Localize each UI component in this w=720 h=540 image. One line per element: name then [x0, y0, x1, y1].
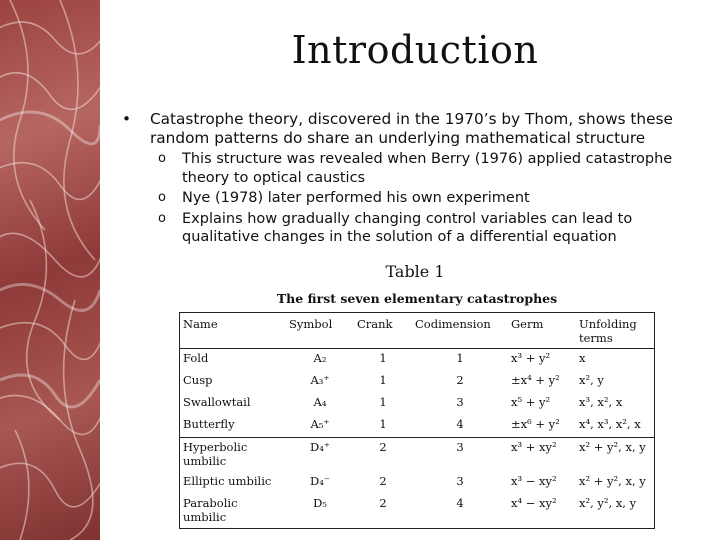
cell-germ: ±x⁶ + y²: [511, 417, 560, 431]
cell-unfolding: x² + y², x, y: [576, 438, 655, 473]
column-header-symbol: Symbol: [286, 313, 354, 349]
cell-unfolding: x³, x², x: [579, 395, 623, 409]
cell-unfolding: x² + y², x, y: [579, 474, 646, 488]
cell-crank: 1: [379, 395, 387, 409]
sub-bullet-list: [122, 150, 702, 247]
cell-name: Elliptic umbilic: [183, 474, 272, 488]
cell-germ: x³ + y²: [511, 351, 551, 365]
bullet-text: Catastrophe theory, discovered in the 1970’s by Thom, shows these random patterns do share an underlying mathematical structure: [150, 110, 673, 147]
cell-codimension: 3: [456, 474, 464, 488]
column-header-codimension: Codimension: [412, 313, 508, 349]
decorative-water-stripe: [0, 0, 100, 540]
table-row: [180, 371, 655, 393]
cell-germ: x³ − xy²: [511, 474, 557, 488]
table-caption: Table 1: [385, 262, 445, 281]
cell-unfolding: x², y: [579, 373, 604, 387]
bullet-glyph: •: [122, 110, 132, 128]
cell-symbol: D₄⁻: [310, 474, 330, 488]
cell-symbol: A₅⁺: [310, 417, 330, 431]
water-caustic-pattern: [0, 0, 100, 540]
cell-crank: 1: [379, 417, 387, 431]
table-row: [180, 438, 655, 473]
cell-germ: ±x⁴ + y²: [511, 373, 560, 387]
cell-germ: x⁵ + y²: [511, 395, 551, 409]
sub-bullet-item: [122, 210, 702, 247]
cell-symbol: A₄: [313, 395, 327, 409]
cell-codimension: 3: [456, 395, 464, 409]
sub-bullet-glyph: o: [158, 210, 166, 226]
table-row: [180, 349, 655, 372]
cell-codimension: 4: [456, 496, 464, 510]
cell-name: Cusp: [183, 373, 213, 387]
sub-bullet-text: This structure was revealed when Berry (1976) applied catastrophe theory to optical caustics: [182, 151, 673, 186]
cell-crank: 1: [379, 373, 387, 387]
bullet-list: [122, 110, 702, 247]
sub-bullet-item: [122, 150, 702, 187]
cell-name: Butterfly: [183, 417, 235, 431]
table-row: [180, 472, 655, 494]
column-header-germ: Germ: [508, 313, 576, 349]
cell-codimension: 1: [456, 351, 464, 365]
cell-codimension: 4: [456, 417, 464, 431]
cell-unfolding: x⁴, x³, x², x: [579, 417, 641, 431]
table-header-row: [180, 313, 655, 349]
cell-crank: 2: [354, 438, 412, 473]
catastrophe-table-figure: [179, 291, 655, 529]
cell-name: Fold: [183, 351, 209, 365]
sub-bullet-item: [122, 189, 702, 208]
cell-symbol: D₅: [313, 496, 327, 510]
table-heading: The first seven elementary catastrophes: [276, 291, 558, 306]
sub-bullet-text: Explains how gradually changing control variables can lead to qualitative changes in the solution of a differential equation: [182, 210, 633, 245]
cell-codimension: 3: [412, 438, 508, 473]
slide-title: Introduction: [291, 28, 539, 72]
cell-germ: x⁴ − xy²: [511, 496, 557, 510]
cell-crank: 1: [379, 351, 387, 365]
cell-symbol: A₂: [313, 351, 327, 365]
table-row: [180, 415, 655, 438]
cell-name: Parabolic umbilic: [183, 496, 238, 524]
cell-symbol: D₄⁺: [286, 438, 354, 473]
catastrophe-table: [179, 312, 655, 529]
cell-name: Hyperbolic umbilic: [180, 438, 287, 473]
sub-bullet-glyph: o: [158, 151, 166, 166]
cell-symbol: A₃⁺: [310, 373, 330, 387]
cell-name: Swallowtail: [183, 395, 251, 409]
table-row: [180, 393, 655, 415]
column-header-crank: Crank: [354, 313, 412, 349]
column-header-name: Name: [180, 313, 287, 349]
cell-germ: x³ + xy²: [508, 438, 576, 473]
cell-crank: 2: [379, 474, 387, 488]
cell-unfolding: x², y², x, y: [579, 496, 637, 510]
column-header-unfolding-terms: Unfolding terms: [576, 313, 655, 349]
cell-crank: 2: [379, 496, 387, 510]
table-row: [180, 494, 655, 529]
cell-codimension: 2: [456, 373, 464, 387]
cell-unfolding: x: [579, 351, 586, 365]
bullet-item: [122, 110, 702, 148]
sub-bullet-text: Nye (1978) later performed his own experiment: [182, 190, 530, 206]
sub-bullet-glyph: o: [158, 190, 166, 205]
